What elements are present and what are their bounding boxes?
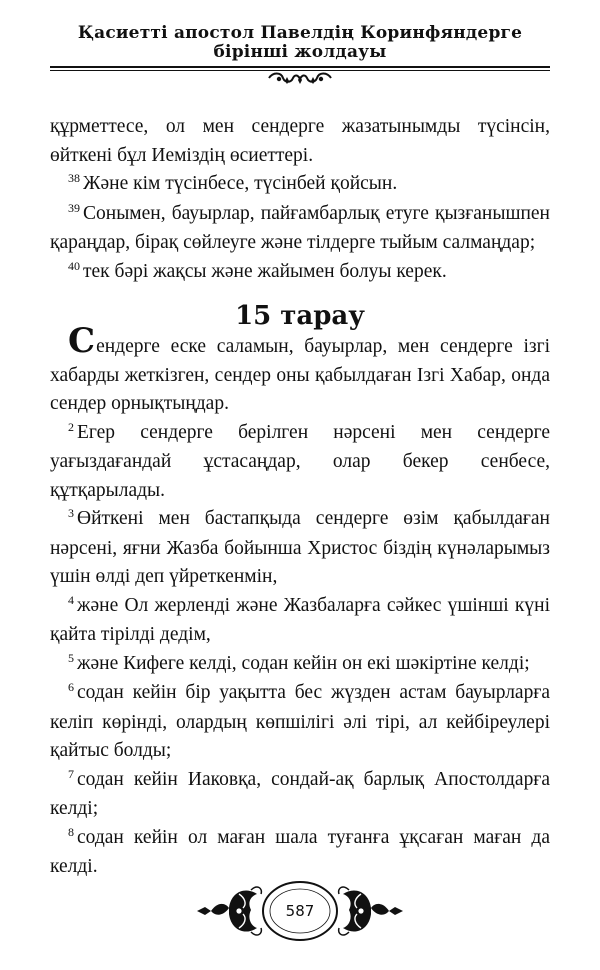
verse-2 [50, 419, 550, 506]
verse-39 [50, 200, 550, 258]
verse-text: содан кейін бір уақытта бес жүзден астам бауырларға келіп көрінді, олардың көпшілігі әлі тірі, ал кейбіреулері қайтыс болды; [50, 682, 550, 761]
verse-number: 7 [68, 766, 74, 781]
body-text [50, 113, 550, 882]
verse-number: 3 [68, 506, 74, 520]
verse-number: 4 [68, 592, 74, 607]
verse-7 [50, 766, 550, 824]
running-head [0, 24, 600, 62]
verse-text: содан кейін Иаковқа, сондай-ақ барлық Апостолдарға келді; [50, 768, 550, 819]
verse-number: 8 [68, 824, 74, 839]
verse-38 [50, 170, 550, 200]
verse-text: Егер сендерге берілген нәрсені мен сендерге уағыздағандай ұстасаңдар, олар бекер сенбесе, құтқарылады. [50, 421, 550, 501]
running-head-line2: бірінші жолдауы [213, 42, 387, 62]
verse-text: Өйткені мен бастапқыда сендерге өзім қабылдаған нәрсені, яғни Жазба бойынша Христос біздің күнәларымыз үшін өлді деп үйреткенмін, [50, 508, 550, 587]
page-number-ornament [195, 880, 405, 942]
verse-text: содан кейін ол маған шала туғанға ұқсаған маған да келді. [50, 826, 550, 877]
drop-cap: С [68, 321, 96, 361]
flourish-ornament-icon [265, 72, 335, 86]
verse-4 [50, 592, 550, 650]
page-number: 587 [285, 902, 315, 920]
verse-1 [50, 321, 550, 419]
verse-number: 6 [68, 680, 74, 694]
running-head-line1: Қасиетті апостол Павелдің Коринфяндерге [77, 23, 523, 43]
verse-text: және Кифеге келді, содан кейін он екі шәкіртіне келді; [77, 652, 530, 674]
verse-number: 38 [68, 171, 80, 185]
verse-text: ендерге еске саламын, бауырлар, мен сендерге ізгі хабарды жеткізген, сендер оны қабылдаған Ізгі Хабар, онда сендер орнықтыңдар. [50, 336, 550, 414]
verse-8 [50, 824, 550, 882]
verse-text: және Ол жерленді және Жазбаларға сәйкес үшінші күні қайта тірілді дедім, [50, 594, 550, 645]
verse-text: тек бәрі жақсы және жайымен болуы керек. [83, 260, 447, 282]
continuation-paragraph: құрметтесе, ол мен сендерге жазатынымды түсінсін, өйткені бұл Иеміздің өсиеттері. [50, 116, 550, 166]
verse-6 [50, 679, 550, 766]
verse-number: 40 [68, 258, 80, 273]
verse-text: Және кім түсінбесе, түсінбей қойсын. [83, 173, 398, 194]
verse-number: 5 [68, 650, 74, 665]
chapter-title: 15 тарау [235, 301, 365, 331]
verse-number: 39 [68, 200, 80, 215]
header-double-rule [50, 66, 550, 71]
verse-number: 2 [68, 419, 74, 434]
verse-5 [50, 650, 550, 680]
verse-3 [50, 505, 550, 592]
verse-text: Сонымен, бауырлар, пайғамбарлық етуге қызғанышпен қараңдар, бірақ сөйлеуге және тілдерге тыйым салмаңдар; [50, 202, 550, 253]
verse-40 [50, 258, 550, 288]
